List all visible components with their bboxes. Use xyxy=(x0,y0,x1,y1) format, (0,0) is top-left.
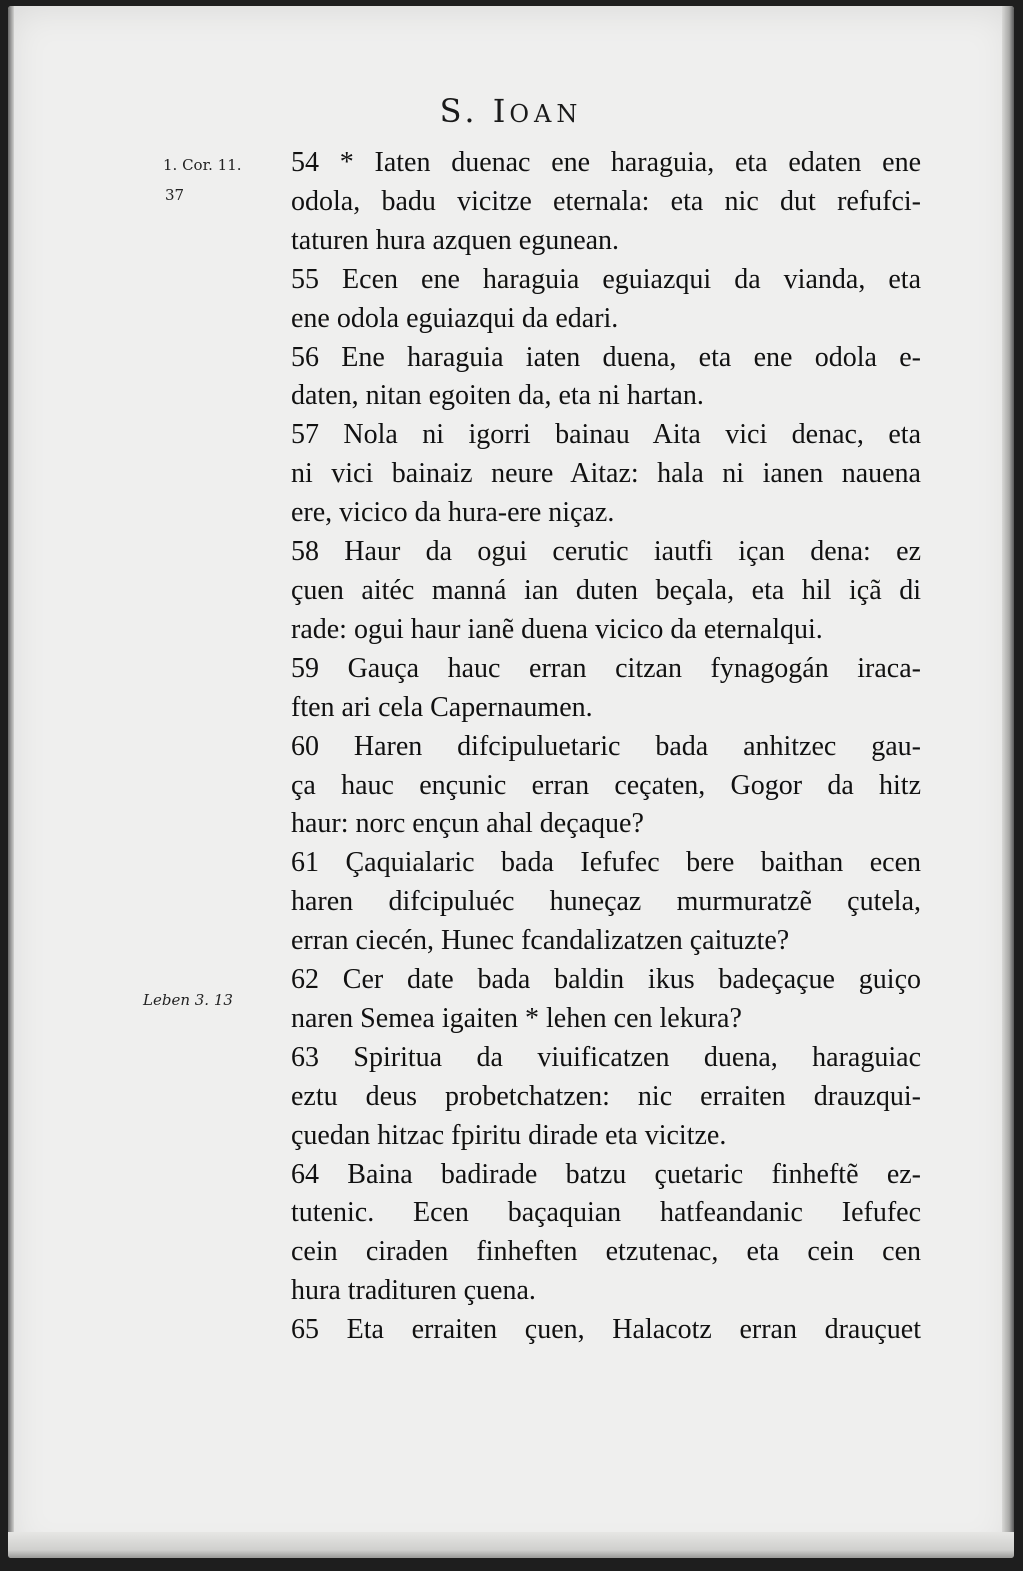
text-line: 61 Çaquialaric bada Iefufec bere baithan ecen xyxy=(291,847,921,879)
page-bottom-edge xyxy=(8,1532,1014,1558)
text-line: eztu deus probetchatzen: nic erraiten drauzqui- xyxy=(291,1080,921,1112)
text-line: ere, vicico da hura-ere niçaz. xyxy=(291,497,615,529)
text-line: taturen hura azquen egunean. xyxy=(291,224,620,256)
text-line: naren Semea igaiten * lehen cen lekura? xyxy=(291,1002,742,1034)
text-line: haren difcipuluéc huneçaz murmuratzẽ çutela, xyxy=(291,886,921,918)
text-line: çuen aitéc manná ian duten beçala, eta hil içã di xyxy=(291,574,921,606)
text-line: 60 Haren difcipuluetaric bada anhitzec gau- xyxy=(291,730,921,762)
text-line: 63 Spiritua da viuificatzen duena, haraguiac xyxy=(291,1041,921,1073)
text-line: odola, badu vicitze eternala: eta nic dut refufci- xyxy=(291,185,921,217)
text-line: 56 Ene haraguia iaten duena, eta ene odola e- xyxy=(291,341,921,373)
text-line: 64 Baina badirade batzu çuetaric finheftẽ ez- xyxy=(291,1158,921,1190)
marginal-reference-leben: Leben 3. 13 xyxy=(143,991,233,1009)
text-line: daten, nitan egoiten da, eta ni hartan. xyxy=(291,380,704,412)
text-line: ene odola eguiazqui da edari. xyxy=(291,302,619,334)
text-line: tutenic. Ecen baçaquian hatfeandanic Iefufec xyxy=(291,1197,921,1229)
text-line: çuedan hitzac fpiritu dirade eta vicitze. xyxy=(291,1119,727,1151)
text-line: 65 Eta erraiten çuen, Halacotz erran drauçuet xyxy=(291,1314,921,1346)
text-line: 57 Nola ni igorri bainau Aita vici denac, eta xyxy=(291,419,921,451)
text-line: 62 Cer date bada baldin ikus badeçaçue guiço xyxy=(291,964,921,996)
text-line: ften ari cela Capernaumen. xyxy=(291,691,593,723)
page-right-edge xyxy=(1002,6,1014,1558)
page-left-edge xyxy=(8,6,14,1558)
text-line: 54 * Iaten duenac ene haraguia, eta edaten ene xyxy=(291,147,921,178)
scripture-text xyxy=(291,144,921,1350)
text-line: 58 Haur da ogui cerutic iautfi içan dena: ez xyxy=(291,536,921,568)
marginal-reference-verse: 37 xyxy=(165,186,185,204)
text-line: ça hauc ençunic erran ceçaten, Gogor da hitz xyxy=(291,769,921,801)
text-line: rade: ogui haur ianẽ duena vicico da eternalqui. xyxy=(291,613,823,645)
marginal-reference-cor: 1. Cor. 11. xyxy=(163,156,242,174)
text-line: hura tradituren çuena. xyxy=(291,1275,536,1307)
running-header xyxy=(8,92,1014,130)
text-line: cein ciraden finheften etzutenac, eta cein cen xyxy=(291,1236,921,1268)
book-page xyxy=(8,6,1014,1558)
text-line: haur: norc ençun ahal deçaque? xyxy=(291,808,644,840)
header-initial: S. I xyxy=(439,92,510,130)
header-rest: OAN xyxy=(509,100,583,128)
text-line: 55 Ecen ene haraguia eguiazqui da vianda, eta xyxy=(291,263,921,295)
text-line: erran ciecén, Hunec fcandalizatzen çaituzte? xyxy=(291,925,790,957)
text-line: ni vici bainaiz neure Aitaz: hala ni ianen nauena xyxy=(291,458,921,490)
text-line: 59 Gauça hauc erran citzan fynagogán iraca- xyxy=(291,652,921,684)
